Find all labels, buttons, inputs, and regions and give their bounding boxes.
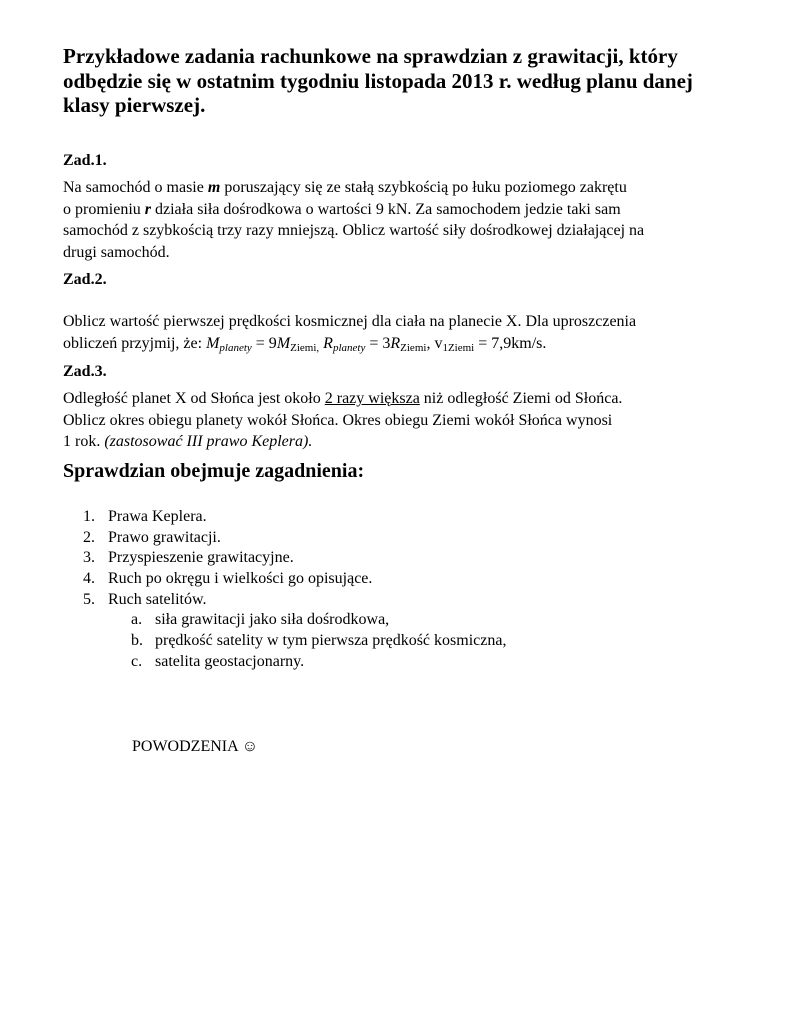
sublist-text: prędkość satelity w tym pierwsza prędkość kosmiczna, bbox=[155, 632, 507, 650]
zad1-line-4: drugi samochód. bbox=[63, 243, 170, 261]
zad2-heading: Zad.2. bbox=[63, 271, 107, 288]
sub-planety-2: planety bbox=[332, 341, 366, 354]
list-text: Ruch po okręgu i wielkości go opisujące. bbox=[108, 570, 373, 588]
list-text: Prawo grawitacji. bbox=[108, 528, 221, 546]
symbol-R: R bbox=[323, 334, 333, 352]
zad1-l2-b: działa siła dośrodkowa o wartości 9 kN. Za samochodem jedzie taki sam bbox=[151, 200, 621, 218]
zad3-l1-b: niż odległość Ziemi od Słońca. bbox=[419, 390, 623, 407]
zad2-line-2 bbox=[63, 333, 763, 355]
sublist-letter: b. bbox=[131, 632, 143, 650]
page-title: Przykładowe zadania rachunkowe na sprawdzian z grawitacji, który odbędzie się w ostatnim tygodniu listopada 2013 r. według planu danej klasy pierwszej. bbox=[63, 44, 693, 117]
zad1-line-2 bbox=[63, 199, 763, 221]
zad1-heading: Zad.1. bbox=[63, 152, 107, 169]
section-heading: Sprawdzian obejmuje zagadnienia: bbox=[63, 460, 365, 482]
zad3-hint: (zastosować III prawo Keplera). bbox=[104, 433, 313, 450]
sub-ziemi-2: Ziemi bbox=[400, 341, 427, 354]
underlined-phrase: 2 razy większa bbox=[324, 390, 420, 407]
sub-1ziemi: 1Ziemi bbox=[442, 341, 475, 354]
zad3-l1-a: Odległość planet X od Słońca jest około bbox=[63, 390, 325, 407]
list-number: 3. bbox=[83, 549, 95, 567]
sub-ziemi-1: Ziemi, bbox=[290, 341, 320, 354]
good-luck-footer: POWODZENIA ☺ bbox=[132, 738, 259, 755]
zad1-l1-a: Na samochód o masie bbox=[63, 179, 208, 196]
variable-m: m bbox=[207, 179, 221, 196]
list-text: Przyspieszenie grawitacyjne. bbox=[108, 549, 294, 567]
list-text: Ruch satelitów. bbox=[108, 590, 207, 608]
sublist-text: siła grawitacji jako siła dośrodkowa, bbox=[155, 611, 390, 629]
eq-2: = 3 bbox=[365, 334, 391, 352]
zad1-line-3: samochód z szybkością trzy razy mniejszą. Oblicz wartość siły dośrodkowej działającej na bbox=[63, 222, 645, 239]
symbol-R-2: R bbox=[390, 334, 401, 352]
sublist-letter: a. bbox=[131, 611, 143, 629]
symbol-M-2: M bbox=[276, 334, 291, 352]
zad2-l2-a: obliczeń przyjmij, że: bbox=[63, 334, 207, 352]
zad3-line-1 bbox=[63, 388, 763, 410]
zad1-text bbox=[63, 177, 763, 263]
eq-1: = 9 bbox=[251, 334, 277, 352]
zad3-text bbox=[63, 388, 763, 453]
symbol-v: v bbox=[434, 334, 443, 352]
sublist-letter: c. bbox=[131, 652, 143, 670]
eq-3: = 7,9km/s. bbox=[474, 334, 547, 352]
zad3-l3-a: 1 rok. bbox=[63, 433, 105, 450]
sub-planety-1: planety bbox=[219, 341, 252, 354]
sublist-text: satelita geostacjonarny. bbox=[155, 652, 305, 670]
list-number: 5. bbox=[83, 590, 95, 608]
list-number: 4. bbox=[83, 570, 95, 588]
symbol-M: M bbox=[206, 334, 220, 352]
zad3-line-3 bbox=[63, 431, 763, 453]
zad1-line-1 bbox=[63, 177, 763, 199]
zad1-l1-b: poruszający się ze stałą szybkością po łuku poziomego zakrętu bbox=[220, 179, 627, 196]
list-text: Prawa Keplera. bbox=[108, 508, 207, 525]
comma: , bbox=[426, 334, 435, 352]
list-number: 2. bbox=[83, 528, 95, 546]
list-number: 1. bbox=[83, 508, 95, 525]
variable-r: r bbox=[144, 200, 151, 218]
zad1-l2-a: o promieniu bbox=[63, 200, 145, 218]
zad3-line-2: Oblicz okres obiegu planety wokół Słońca. Okres obiegu Ziemi wokół Słońca wynosi bbox=[63, 411, 613, 429]
zad3-heading: Zad.3. bbox=[63, 363, 107, 380]
zad2-text bbox=[63, 311, 763, 354]
zad2-line-1: Oblicz wartość pierwszej prędkości kosmicznej dla ciała na planecie X. Dla uproszczenia bbox=[63, 313, 637, 330]
